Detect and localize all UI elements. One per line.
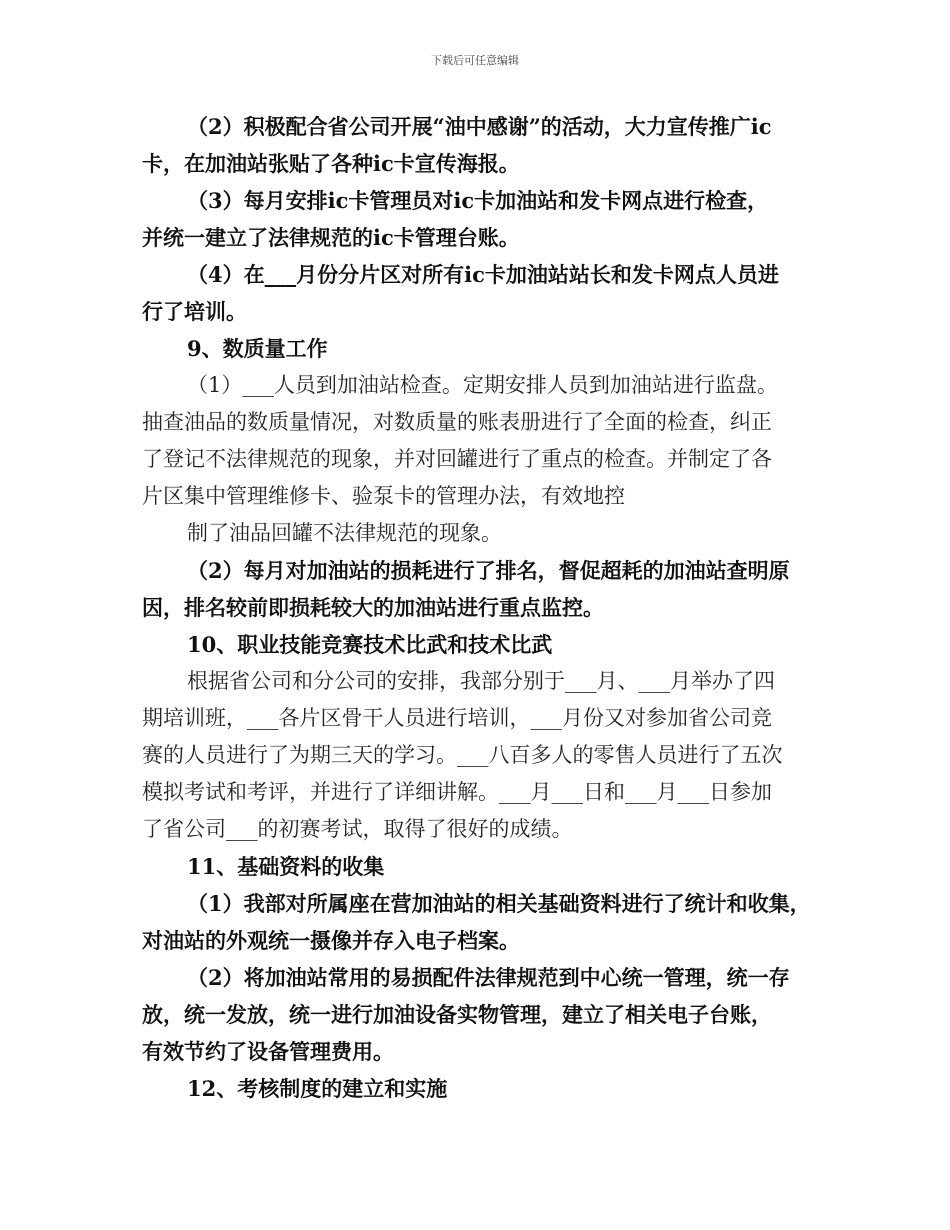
text-line: 12、考核制度的建立和实施 [187, 1076, 448, 1101]
text-line: 并统一建立了法律规范的ic卡管理台账。 [142, 225, 520, 250]
text-line: 放，统一发放，统一进行加油设备实物管理，建立了相关电子台账， [142, 1002, 772, 1027]
text-line: 模拟考试和考评，并进行了详细讲解。___月___日和___月___日参加 [142, 780, 772, 804]
text-line: 根据省公司和分公司的安排，我部分别于___月、___月举办了四 [187, 669, 775, 693]
text-line: （4）在___月份分片区对所有ic卡加油站站长和发卡网点人员进 [187, 262, 779, 287]
text-line: 片区集中管理维修卡、验泵卡的管理办法，有效地控 [142, 484, 625, 508]
text-line: 10、职业技能竞赛技术比武和技术比武 [187, 632, 553, 657]
text-line: （3）每月安排ic卡管理员对ic卡加油站和发卡网点进行检查， [187, 188, 769, 213]
text-line: 抽查油品的数质量情况，对数质量的账表册进行了全面的检查，纠正 [142, 410, 772, 434]
text-line: 制了油品回罐不法律规范的现象。 [187, 521, 502, 545]
text-line: 了登记不法律规范的现象，并对回罐进行了重点的检查。并制定了各 [142, 447, 772, 471]
text-line: （1）___人员到加油站检查。定期安排人员到加油站进行监盘。 [187, 373, 778, 397]
page-header: 下载后可任意编辑 [431, 54, 519, 67]
text-line: 对油站的外观统一摄像并存入电子档案。 [142, 928, 520, 953]
text-line: 因，排名较前即损耗较大的加油站进行重点监控。 [142, 595, 604, 620]
text-line: （2）积极配合省公司开展“油中感谢”的活动，大力宣传推广ic [187, 114, 772, 139]
text-line: （2）每月对加油站的损耗进行了排名，督促超耗的加油站查明原 [187, 558, 790, 583]
text-line: 有效节约了设备管理费用。 [142, 1039, 394, 1064]
text-line: 11、基础资料的收集 [187, 854, 385, 879]
text-line: 期培训班，___各片区骨干人员进行培训，___月份又对参加省公司竞 [142, 706, 772, 730]
text-line: 了省公司___的初赛考试，取得了很好的成绩。 [142, 817, 573, 841]
text-line: 赛的人员进行了为期三天的学习。___八百多人的零售人员进行了五次 [142, 743, 783, 767]
document-body [142, 108, 818, 1107]
text-line: 卡，在加油站张贴了各种ic卡宣传海报。 [142, 151, 520, 176]
text-line: 9、数质量工作 [187, 336, 328, 361]
text-line: （2）将加油站常用的易损配件法律规范到中心统一管理，统一存 [187, 965, 790, 990]
text-line: （1）我部对所属座在营加油站的相关基础资料进行了统计和收集， [187, 891, 811, 916]
text-line: 行了培训。 [142, 299, 247, 324]
